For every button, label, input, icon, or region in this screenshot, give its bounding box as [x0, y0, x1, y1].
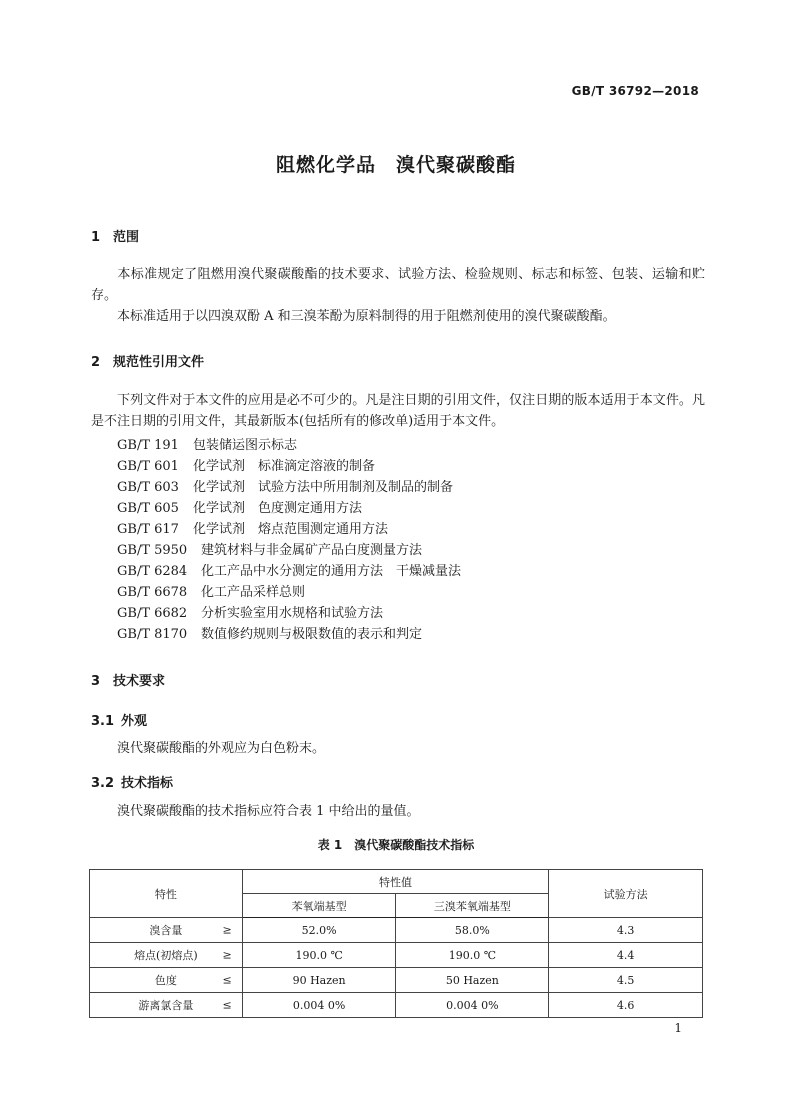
cell-method: 4.4	[549, 943, 703, 968]
section-number: 1	[91, 230, 101, 245]
list-item	[117, 561, 461, 582]
table-row	[90, 918, 703, 943]
paragraph-text: 溴代聚碳酸酯的外观应为白色粉末。	[117, 741, 326, 756]
reference-code: GB/T 605	[117, 501, 179, 516]
list-item	[117, 477, 461, 498]
reference-name: 分析实验室用水规格和试验方法	[201, 606, 384, 621]
list-item	[117, 519, 461, 540]
header-col-a: 苯氧端基型	[242, 894, 396, 918]
cell-property	[90, 918, 243, 943]
cell-property	[90, 943, 243, 968]
cell-property	[90, 993, 243, 1018]
table-caption: 表 1 溴代聚碳酸酯技术指标	[317, 838, 475, 852]
section-title: 规范性引用文件	[113, 355, 205, 370]
reference-code: GB/T 617	[117, 522, 179, 537]
cell-method: 4.3	[549, 918, 703, 943]
cell-method: 4.6	[549, 993, 703, 1018]
list-item	[117, 498, 461, 519]
standard-number: GB/T 36792—2018	[571, 84, 699, 98]
list-item	[117, 582, 461, 603]
reference-code: GB/T 191	[117, 438, 179, 453]
document-title: 阻燃化学品 溴代聚碳酸酯	[275, 154, 516, 176]
limit-symbol: ≥	[222, 948, 232, 962]
reference-name: 化工产品中水分测定的通用方法 干燥减量法	[201, 564, 462, 579]
list-item	[117, 624, 461, 645]
section-number: 2	[91, 355, 101, 370]
header-property: 特性	[90, 870, 243, 918]
list-item	[117, 456, 461, 477]
reference-code: GB/T 5950	[117, 543, 188, 558]
reference-code: GB/T 601	[117, 459, 179, 474]
section-2-heading	[91, 351, 204, 370]
reference-name: 化学试剂 熔点范围测定通用方法	[193, 522, 389, 537]
property-name: 游离氯含量	[138, 999, 194, 1012]
property-name: 熔点(初熔点)	[134, 949, 198, 962]
section-3-2-heading	[91, 772, 173, 791]
section-number: 3.2	[91, 776, 115, 791]
section-3-1-text	[91, 738, 705, 759]
section-number: 3	[91, 674, 101, 689]
section-3-1-heading	[91, 710, 147, 729]
cell-value-a: 0.004 0%	[242, 993, 396, 1018]
reference-name: 建筑材料与非金属矿产品白度测量方法	[201, 543, 423, 558]
paragraph-text: 本标准规定了阻燃用溴代聚碳酸酯的技术要求、试验方法、检验规则、标志和标签、包装、运输和贮存。	[91, 267, 705, 303]
section-2-intro	[91, 390, 705, 432]
header-col-b: 三溴苯氧端基型	[396, 894, 549, 918]
limit-symbol: ≤	[222, 998, 232, 1012]
cell-method: 4.5	[549, 968, 703, 993]
paragraph-text: 下列文件对于本文件的应用是必不可少的。凡是注日期的引用文件，仅注日期的版本适用于本文件。凡是不注日期的引用文件，其最新版本(包括所有的修改单)适用于本文件。	[91, 393, 705, 429]
section-number: 3.1	[91, 714, 115, 729]
limit-symbol: ≥	[222, 923, 232, 937]
table-row	[90, 943, 703, 968]
cell-value-b: 58.0%	[396, 918, 549, 943]
section-1-heading	[91, 226, 139, 245]
section-3-2-text	[91, 801, 705, 822]
list-item	[117, 540, 461, 561]
limit-symbol: ≤	[222, 973, 232, 987]
reference-name: 数值修约规则与极限数值的表示和判定	[201, 627, 423, 642]
cell-value-a: 190.0 ℃	[242, 943, 396, 968]
reference-code: GB/T 603	[117, 480, 179, 495]
reference-name: 化学试剂 标准滴定溶液的制备	[193, 459, 376, 474]
table-row	[90, 993, 703, 1018]
reference-name: 化工产品采样总则	[201, 585, 306, 600]
list-item	[117, 435, 461, 456]
cell-property	[90, 968, 243, 993]
paragraph-text: 溴代聚碳酸酯的技术指标应符合表 1 中给出的量值。	[117, 804, 420, 819]
list-item	[117, 603, 461, 624]
reference-code: GB/T 6682	[117, 606, 188, 621]
section-title: 技术要求	[113, 674, 166, 689]
paragraph-text: 本标准适用于以四溴双酚 A 和三溴苯酚为原料制得的用于阻燃剂使用的溴代聚碳酸酯。	[117, 309, 616, 324]
section-3-heading	[91, 670, 165, 689]
property-name: 溴含量	[149, 924, 183, 937]
cell-value-b: 190.0 ℃	[396, 943, 549, 968]
spec-table	[89, 869, 703, 1018]
property-name: 色度	[154, 974, 177, 987]
cell-value-b: 50 Hazen	[396, 968, 549, 993]
section-1-paragraph-1	[91, 264, 705, 306]
section-1-paragraph-2	[91, 306, 705, 327]
table-row	[90, 968, 703, 993]
cell-value-a: 90 Hazen	[242, 968, 396, 993]
reference-name: 化学试剂 试验方法中所用制剂及制品的制备	[193, 480, 454, 495]
header-value-group: 特性值	[242, 870, 549, 894]
cell-value-b: 0.004 0%	[396, 993, 549, 1018]
cell-value-a: 52.0%	[242, 918, 396, 943]
reference-name: 包装储运图示标志	[193, 438, 298, 453]
reference-code: GB/T 8170	[117, 627, 188, 642]
reference-code: GB/T 6678	[117, 585, 188, 600]
section-title: 技术指标	[121, 776, 174, 791]
section-title: 范围	[113, 230, 140, 245]
header-method: 试验方法	[549, 870, 703, 918]
page-number: 1	[674, 1021, 682, 1035]
reference-code: GB/T 6284	[117, 564, 188, 579]
section-title: 外观	[121, 714, 148, 729]
reference-list	[117, 435, 461, 645]
reference-name: 化学试剂 色度测定通用方法	[193, 501, 363, 516]
